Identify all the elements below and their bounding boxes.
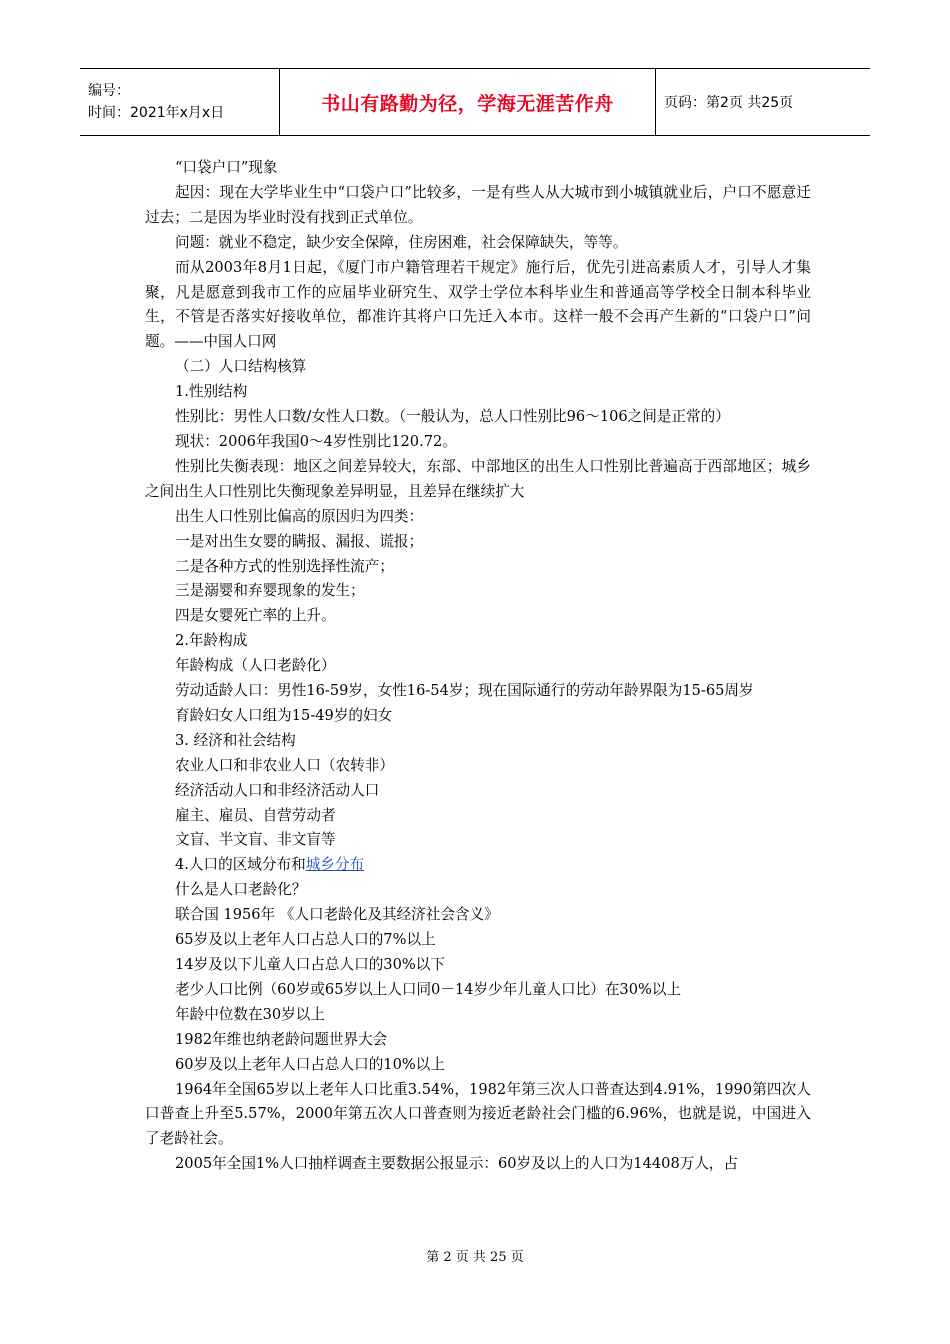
page-footer [0,1246,950,1265]
document-number-label: 编号： [88,83,130,99]
paragraph: “口袋户口”现象 [175,159,278,176]
paragraph: 65岁及以上老年人口占总人口的7%以上 [175,931,436,949]
paragraph: 文盲、半文盲、非文盲等 [175,831,336,849]
paragraph: 2005年全国1%人口抽样调查主要数据公报显示：60岁及以上的人口为14408万人，占 [175,1155,739,1173]
document-body [145,156,811,1177]
paragraph: 联合国 1956年 《人口老龄化及其经济社会含义》 [175,906,499,924]
header-meta [80,69,280,135]
paragraph: 出生人口性别比偏高的原因归为四类： [175,507,424,525]
paragraph: 年龄构成（人口老龄化） [175,657,336,675]
list-item: 一是对出生女婴的瞒报、漏报、谎报； [175,532,424,550]
urban-rural-distribution-link[interactable]: 城乡分布 [305,856,365,874]
paragraph: 60岁及以上老年人口占总人口的10%以上 [175,1055,445,1073]
header-motto [280,69,656,135]
paragraph: 劳动适龄人口：男性16-59岁，女性16-54岁；现在国际通行的劳动年龄界限为15-65周岁 [175,682,754,700]
paragraph: 农业人口和非农业人口（农转非） [175,756,394,774]
paragraph: 1982年维也纳老龄问题世界大会 [175,1030,388,1048]
header-page-info [656,69,870,135]
header-page-number: 页码：第2页 共25页 [664,95,794,111]
page-header [80,68,870,136]
paragraph: 起因：现在大学毕业生中“口袋户口”比较多，一是有些人从大城市到小城镇就业后，户口不愿意迁过去；二是因为毕业时没有找到正式单位。 [145,183,811,226]
paragraph: 问题：就业不稳定，缺少安全保障，住房困难，社会保障缺失，等等。 [175,233,628,251]
paragraph: 什么是人口老龄化？ [175,881,307,899]
list-item: 二是各种方式的性别选择性流产； [175,557,394,575]
subsection-heading: 1.性别结构 [175,383,248,401]
footer-page-number: 第 2 页 共 25 页 [426,1250,524,1265]
subsection-heading [145,853,811,878]
subsection-heading: 3. 经济和社会结构 [175,731,296,749]
subsection-heading: 2.年龄构成 [175,632,248,650]
paragraph: 老少人口比例（60岁或65岁以上人口同0－14岁少年儿童人口比）在30%以上 [175,980,682,998]
paragraph: 性别比失衡表现：地区之间差异较大，东部、中部地区的出生人口性别比普遍高于西部地区；城乡之间出生人口性别比失衡现象差异明显，且差异在继续扩大 [145,457,811,500]
paragraph: 而从2003年8月1日起，《厦门市户籍管理若干规定》施行后，优先引进高素质人才，引导人才集聚，凡是愿意到我市工作的应届毕业研究生、双学士学位本科毕业生和普通高等学校全日制本科毕业生，不管是否落实好接收单位，都准许其将户口先迁入本市。这样一般不会再产生新的“口袋户口”问题。——中国人口网 [145,258,811,351]
paragraph: 年龄中位数在30岁以上 [175,1005,325,1023]
paragraph: 14岁及以下儿童人口占总人口的30%以下 [175,956,445,973]
paragraph: 经济活动人口和非经济活动人口 [175,781,380,799]
list-item: 四是女婴死亡率的上升。 [175,607,336,625]
motto-text: 书山有路勤为径，学海无涯苦作舟 [321,92,614,115]
document-date-label: 时间：2021年x月x日 [88,105,225,121]
paragraph: 雇主、雇员、自营劳动者 [175,806,336,824]
heading-text: 4.人口的区域分布和 [175,856,306,874]
paragraph: 1964年全国65岁以上老年人口比重3.54%，1982年第三次人口普查达到4.91%，1990第四次人口普查上升至5.57%，2000年第五次人口普查则为接近老龄社会门槛的6.96%，也就是说，中国进入了老龄社会。 [145,1080,811,1148]
list-item: 三是溺婴和弃婴现象的发生； [175,582,365,600]
paragraph: 育龄妇女人口组为15-49岁的妇女 [175,706,393,724]
paragraph: 性别比：男性人口数/女性人口数。（一般认为，总人口性别比96～106之间是正常的） [175,408,730,426]
section-heading: （二）人口结构核算 [175,358,307,376]
paragraph: 现状：2006年我国0～4岁性别比120.72。 [175,432,457,450]
